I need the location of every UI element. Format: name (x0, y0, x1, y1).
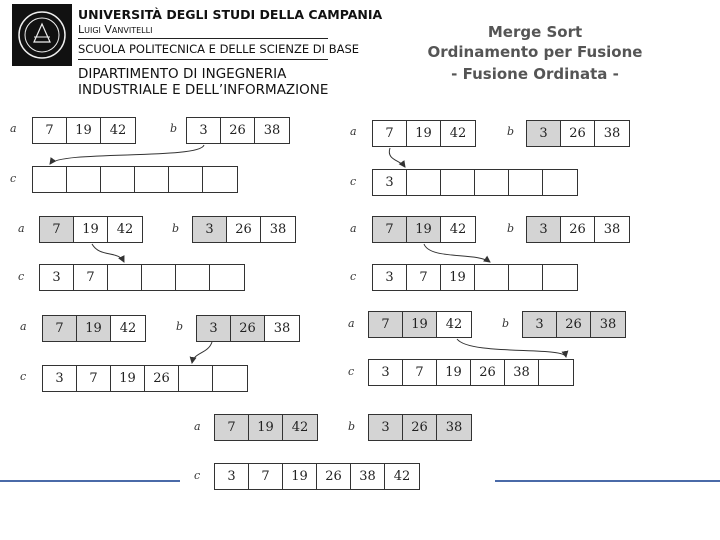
page-subtitle: Ordinamento per Fusione (427, 43, 643, 61)
label-c: c (10, 172, 17, 185)
array-cell: 42 (119, 321, 137, 336)
array-cell: 7 (369, 312, 403, 337)
array-cell: 3 (369, 415, 403, 440)
label-a: a (194, 420, 201, 433)
array-cell: 7 (249, 464, 283, 489)
array-cell: 3 (43, 366, 77, 391)
array-cell: 26 (471, 360, 505, 385)
array-cell: 38 (269, 222, 287, 237)
array-cell: 19 (437, 360, 471, 385)
move-arrow (424, 244, 490, 262)
array-cell: 38 (263, 123, 281, 138)
array-cell: 26 (557, 312, 591, 337)
array-cell: 38 (273, 321, 291, 336)
array-cell: 3 (369, 360, 403, 385)
footer-line-left (0, 480, 180, 482)
array-cell: 7 (33, 118, 67, 143)
array-cell: 19 (249, 415, 283, 440)
array-cell: 7 (43, 316, 77, 341)
label-b: b (170, 122, 178, 135)
array-cell: 26 (231, 316, 265, 341)
array-cell: 42 (449, 126, 467, 141)
array-cell: 3 (373, 265, 407, 290)
array-cell: 38 (505, 360, 539, 385)
array-cell: 26 (561, 121, 595, 146)
array-cell: 38 (437, 415, 471, 440)
array-cell: 3 (373, 170, 407, 195)
array-cell: 19 (407, 217, 441, 242)
label-c: c (350, 270, 357, 283)
array-cell: 42 (393, 469, 411, 484)
move-arrow (50, 145, 204, 164)
label-a: a (348, 317, 355, 330)
array-cell: 3 (193, 217, 227, 242)
array-cell: 3 (40, 265, 74, 290)
array-cell: 3 (527, 121, 561, 146)
array-cell: 7 (373, 217, 407, 242)
university-name: UNIVERSITÀ DEGLI STUDI DELLA CAMPANIA (78, 7, 383, 22)
page-title: Merge Sort (487, 23, 583, 41)
array-cell: 3 (215, 464, 249, 489)
label-b: b (348, 420, 356, 433)
label-a: a (10, 122, 17, 135)
array-cell: 19 (111, 366, 145, 391)
move-arrow (457, 339, 566, 357)
array-cell: 42 (283, 415, 317, 440)
array-cell: 3 (187, 118, 221, 143)
array-cell: 26 (317, 464, 351, 489)
array-cell: 38 (591, 312, 625, 337)
label-a: a (350, 222, 357, 235)
label-b: b (176, 320, 184, 333)
move-arrow (92, 244, 124, 262)
array-cell: 7 (215, 415, 249, 440)
label-c: c (350, 175, 357, 188)
department-name: DIPARTIMENTO DI INGEGNERIA (78, 66, 287, 82)
array-cell: 19 (77, 316, 111, 341)
label-c: c (20, 370, 27, 383)
move-arrow (389, 148, 405, 167)
array-cell: 19 (74, 217, 108, 242)
label-b: b (502, 317, 510, 330)
array-cell: 7 (74, 265, 108, 290)
department-name-line2: INDUSTRIALE E DELL’INFORMAZIONE (78, 82, 329, 98)
array-cell: 42 (449, 222, 467, 237)
label-c: c (18, 270, 25, 283)
array-cell: 26 (221, 118, 255, 143)
label-a: a (350, 125, 357, 138)
array-cell: 26 (145, 366, 179, 391)
array-cell: 7 (40, 217, 74, 242)
school-name: SCUOLA POLITECNICA E DELLE SCIENZE DI BASE (78, 42, 360, 56)
array-cell: 38 (603, 222, 621, 237)
label-b: b (507, 222, 515, 235)
footer-line-right (495, 480, 720, 482)
array-cell: 7 (373, 121, 407, 146)
array-cell: 38 (603, 126, 621, 141)
array-cell: 38 (351, 464, 385, 489)
array-cell: 26 (403, 415, 437, 440)
array-cell: 3 (527, 217, 561, 242)
array-cell: 3 (197, 316, 231, 341)
page-subtitle-2: - Fusione Ordinata - (451, 65, 619, 83)
label-b: b (172, 222, 180, 235)
array-cell: 42 (116, 222, 134, 237)
array-cell: 19 (407, 121, 441, 146)
move-arrow (192, 342, 212, 363)
array-cell: 7 (407, 265, 441, 290)
array-cell: 26 (227, 217, 261, 242)
array-cell: 19 (67, 118, 101, 143)
array-cell: 19 (403, 312, 437, 337)
array-cell: 42 (445, 317, 463, 332)
label-c: c (194, 469, 201, 482)
label-c: c (348, 365, 355, 378)
array-cell: 3 (523, 312, 557, 337)
array-cell: 19 (441, 265, 475, 290)
university-subtitle: Luigi Vanvitelli (78, 23, 153, 36)
array-cell: 26 (561, 217, 595, 242)
label-b: b (507, 125, 515, 138)
array-cell: 7 (403, 360, 437, 385)
array-cell: 19 (283, 464, 317, 489)
array-cell: 42 (109, 123, 127, 138)
array-cell: 7 (77, 366, 111, 391)
label-a: a (20, 320, 27, 333)
label-a: a (18, 222, 25, 235)
